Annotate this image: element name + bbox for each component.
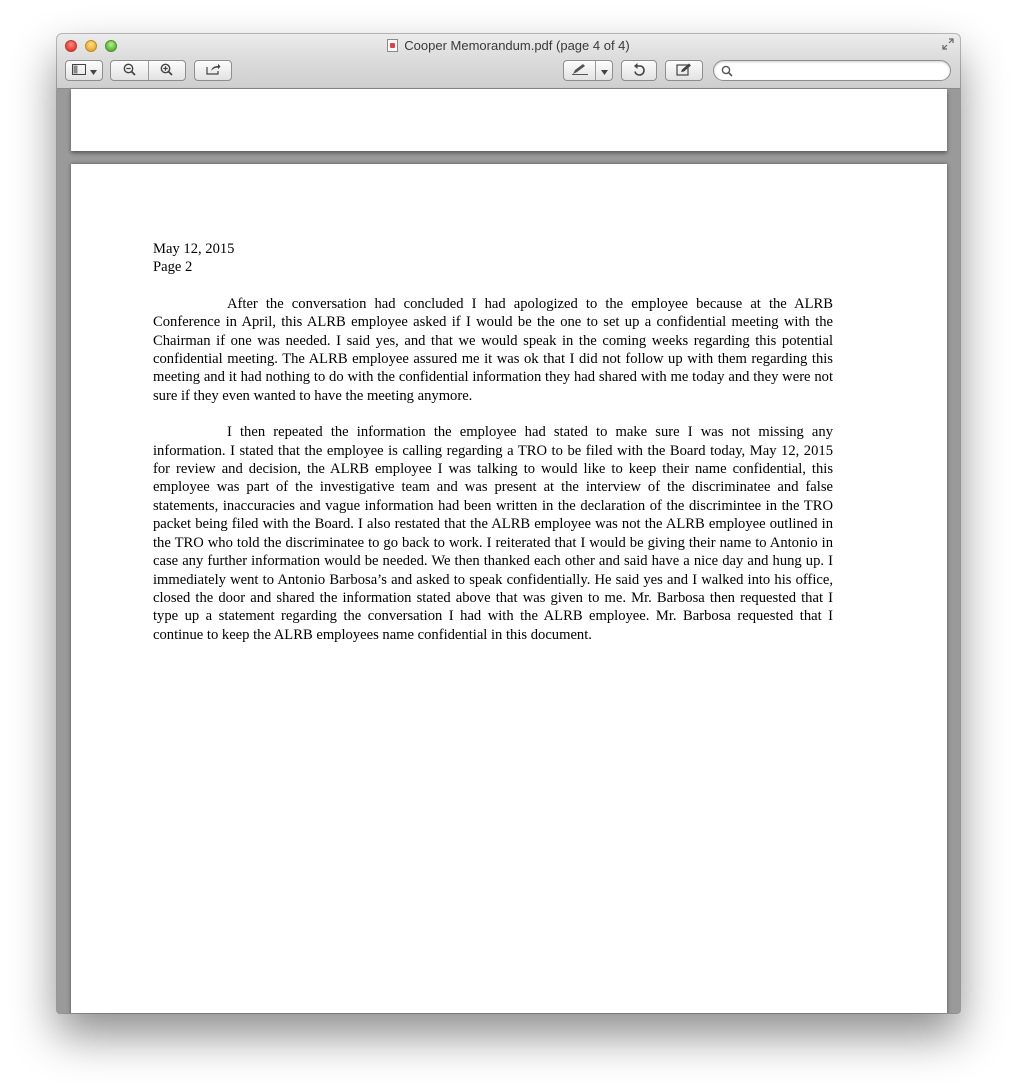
view-menu-button[interactable]	[65, 60, 103, 81]
rotate-button[interactable]	[621, 60, 657, 81]
window-title-container	[57, 37, 960, 55]
zoom-out-icon	[123, 63, 136, 79]
memo-paragraph: I then repeated the information the employee had stated to make sure I was not missing any information. I stated that the employee is calling regarding a TRO to be filed with the Board today, May 12, 2015 for review and decision, the ALRB employee I was talking to would like to keep their name confidential, this employee was part of the investigative team and was present at the interview of the discriminatee and false statements, inaccuracies and vague information had been written in the declaration of the discrimintee in the TRO packet being filed with the Board. I also restated that the ALRB employee was not the ALRB employee outlined in the TRO who told the discriminatee to go back to work. I reiterated that I would be giving their name to Antonio in case any further information would be needed. We then thanked each other and said have a nice day and hung up. I immediately went to Antonio Barbosa’s and asked to speak confidentially. He said yes and I walked into his office, closed the door and shared the information stated above that was given to me. Mr. Barbosa then requested that I type up a statement regarding the conversation I had with the ALRB employee. Mr. Barbosa requested that I continue to keep the ALRB employees name confidential in this document.	[153, 424, 833, 643]
document-viewer[interactable]	[57, 89, 960, 1013]
search-field[interactable]	[713, 60, 951, 81]
memo-text	[153, 240, 833, 644]
fullscreen-icon[interactable]	[942, 38, 954, 50]
zoom-out-button[interactable]	[111, 61, 148, 80]
pdf-document-icon	[387, 39, 398, 52]
memo-date: May 12, 2015	[153, 241, 235, 257]
sidebar-icon	[72, 64, 86, 78]
annotate-pen-cell[interactable]	[564, 61, 595, 80]
rotate-icon	[633, 63, 645, 79]
pen-icon	[571, 63, 589, 78]
window-title: Cooper Memorandum.pdf (page 4 of 4)	[404, 38, 630, 53]
memo-page-label: Page 2	[153, 259, 193, 276]
title-bar	[57, 34, 960, 89]
search-input[interactable]	[736, 62, 946, 81]
search-icon	[721, 64, 733, 82]
memo-paragraph: After the conversation had concluded I had apologized to the employee because at the ALRB Conference in April, this ALRB employee asked if I would be the one to set up a confidential meeting with the Chairman if one was needed. I said yes, and that we would speak in the coming weeks regarding this potential confidential meeting. The ALRB employee assured me it was ok that I did not follow up with them regarding this meeting and it had nothing to do with the confidential information they had shared with me today and they were not sure if they even wanted to have the meeting anymore.	[153, 295, 833, 404]
edit-toolbar-button[interactable]	[665, 60, 703, 81]
current-page	[71, 164, 947, 1013]
zoom-in-icon	[160, 63, 173, 79]
annotate-menu-button[interactable]	[596, 61, 612, 80]
chevron-down-icon	[90, 64, 97, 78]
share-icon	[206, 63, 221, 78]
zoom-control	[110, 60, 186, 81]
edit-icon	[676, 63, 692, 79]
zoom-in-button[interactable]	[149, 61, 186, 80]
annotate-button[interactable]	[563, 60, 613, 81]
previous-page	[71, 89, 947, 151]
share-button[interactable]	[194, 60, 232, 81]
preview-window	[57, 34, 960, 1013]
chevron-down-icon	[601, 64, 608, 78]
